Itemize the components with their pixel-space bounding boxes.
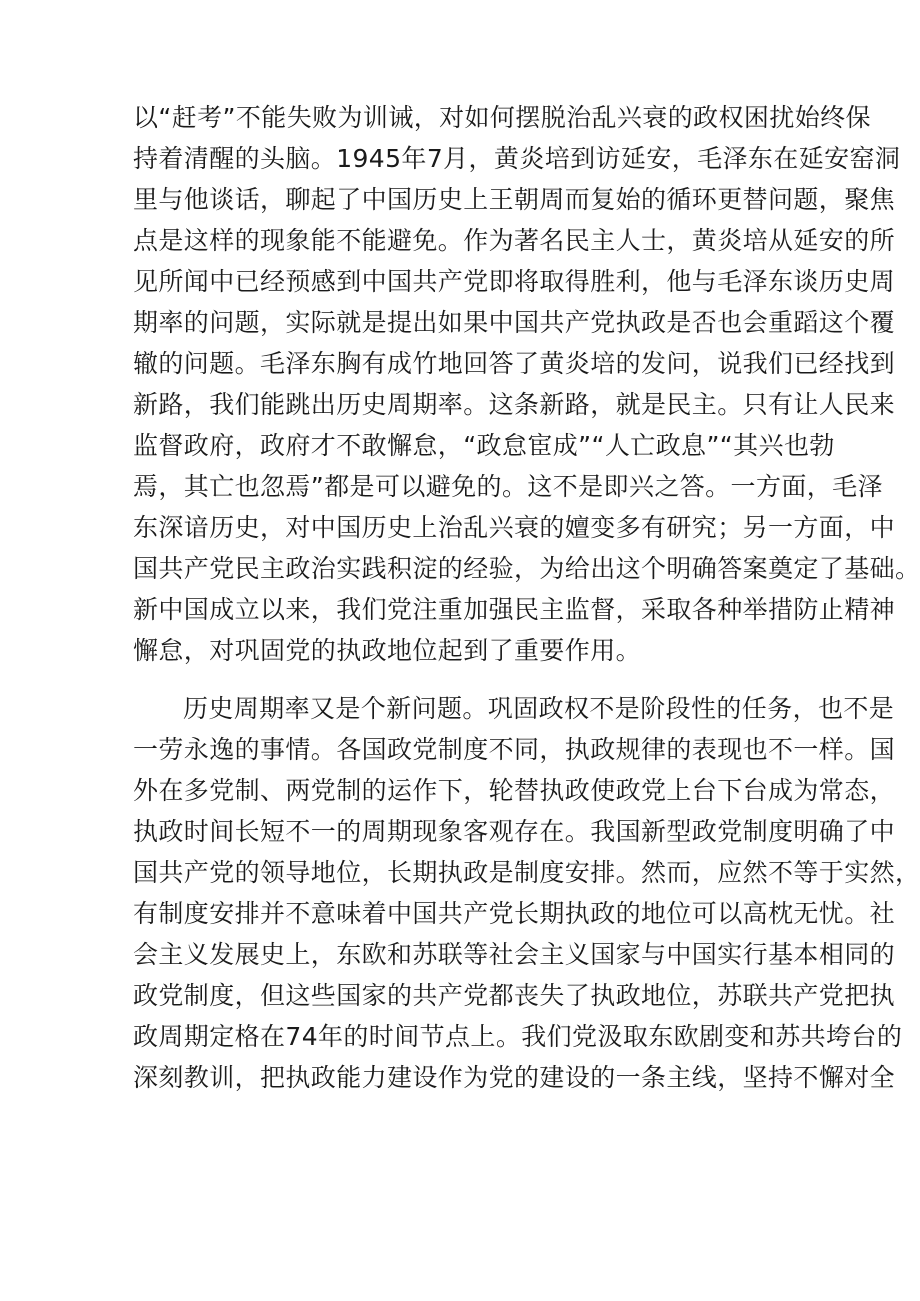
text-line: 辙的问题。毛泽东胸有成竹地回答了黄炎培的发问，说我们已经找到 — [133, 349, 896, 378]
text-line: 外在多党制、两党制的运作下，轮替执政使政党上台下台成为常态， — [133, 776, 896, 805]
text-line: 政周期定格在74年的时间节点上。我们党汲取东欧剧变和苏共垮台的 — [133, 1022, 903, 1051]
text-line: 期率的问题，实际就是提出如果中国共产党执政是否也会重蹈这个覆 — [133, 308, 896, 337]
paragraph-1 — [133, 97, 920, 671]
text-line: 有制度安排并不意味着中国共产党长期执政的地位可以高枕无忧。社 — [133, 899, 896, 928]
text-line: 深刻教训，把执政能力建设作为党的建设的一条主线，坚持不懈对全 — [133, 1063, 896, 1092]
text-line: 会主义发展史上，东欧和苏联等社会主义国家与中国实行基本相同的 — [133, 940, 896, 969]
text-line: 国共产党民主政治实践积淀的经验，为给出这个明确答案奠定了基础。 — [133, 554, 920, 583]
text-line-indented: 历史周期率又是个新问题。巩固政权不是阶段性的任务，也不是 — [183, 694, 895, 723]
text-line: 懈怠，对巩固党的执政地位起到了重要作用。 — [133, 636, 642, 665]
text-line: 新路，我们能跳出历史周期率。这条新路，就是民主。只有让人民来 — [133, 390, 896, 419]
text-line: 执政时间长短不一的周期现象客观存在。我国新型政党制度明确了中 — [133, 817, 896, 846]
text-line: 点是这样的现象能不能避免。作为著名民主人士，黄炎培从延安的所 — [133, 226, 896, 255]
text-line: 以“赶考”不能失败为训诫，对如何摆脱治乱兴衰的政权困扰始终保 — [133, 103, 871, 132]
text-line: 新中国成立以来，我们党注重加强民主监督，采取各种举措防止精神 — [133, 595, 896, 624]
text-line: 一劳永逸的事情。各国政党制度不同，执政规律的表现也不一样。国 — [133, 735, 896, 764]
text-line: 国共产党的领导地位，长期执政是制度安排。然而，应然不等于实然， — [133, 858, 920, 887]
text-line: 监督政府，政府才不敢懈怠，“政怠宦成”“人亡政息”“其兴也勃 — [133, 431, 835, 460]
text-line: 焉，其亡也忽焉”都是可以避免的。这不是即兴之答。一方面，毛泽 — [133, 472, 883, 501]
text-line: 里与他谈话，聊起了中国历史上王朝周而复始的循环更替问题，聚焦 — [133, 185, 896, 214]
paragraph-2 — [133, 688, 920, 1098]
text-line: 东深谙历史，对中国历史上治乱兴衰的嬗变多有研究；另一方面，中 — [133, 513, 896, 542]
text-line: 持着清醒的头脑。1945年7月，黄炎培到访延安，毛泽东在延安窑洞 — [133, 144, 901, 173]
text-line: 见所闻中已经预感到中国共产党即将取得胜利，他与毛泽东谈历史周 — [133, 267, 896, 296]
text-line: 政党制度，但这些国家的共产党都丧失了执政地位，苏联共产党把执 — [133, 981, 896, 1010]
